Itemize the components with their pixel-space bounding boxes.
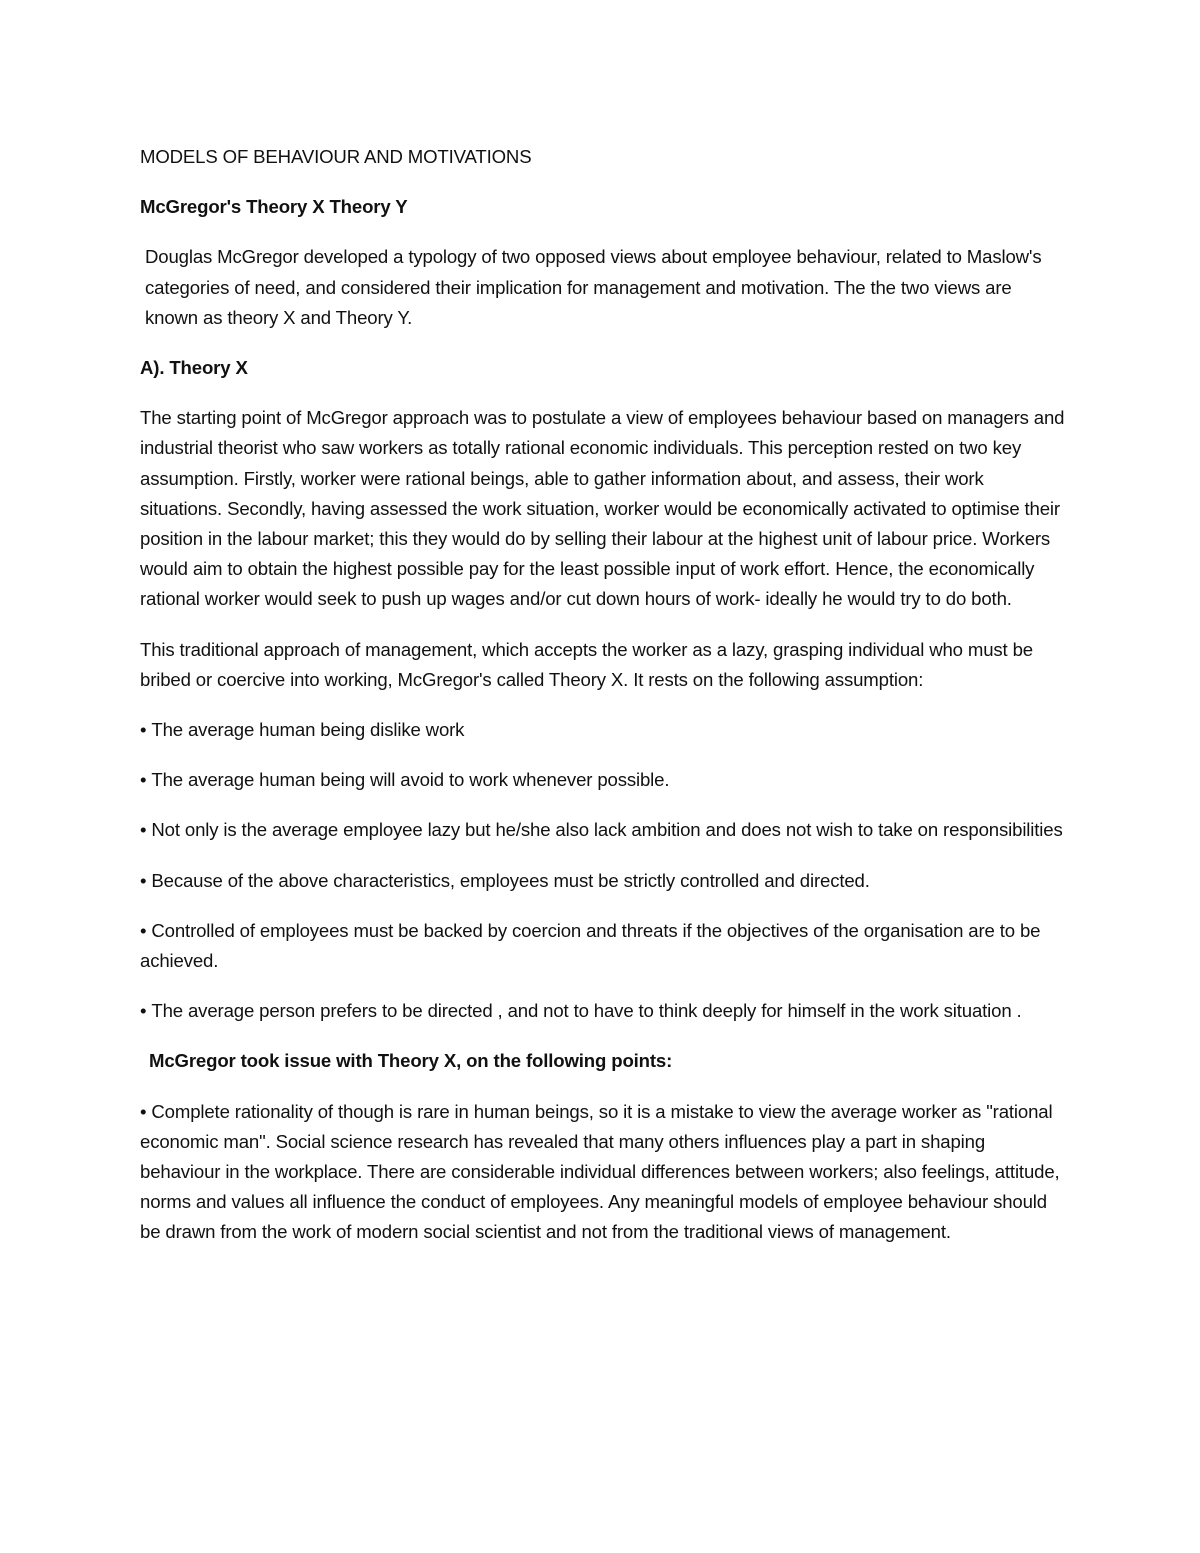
- assumption-bullet-6: • The average person prefers to be directed , and not to have to think deeply for himself in the work situation .: [140, 996, 1065, 1026]
- theory-x-paragraph-1: The starting point of McGregor approach was to postulate a view of employees behaviour based on managers and industrial theorist who saw workers as totally rational economic individuals. This perception rested on two key assumption. Firstly, worker were rational beings, able to gather information about, and assess, their work situations. Secondly, having assessed the work situation, worker would be economically activated to optimise their position in the labour market; this they would do by selling their labour at the highest unit of labour price. Workers would aim to obtain the highest possible pay for the least possible input of work effort. Hence, the economically rational worker would seek to push up wages and/or cut down hours of work- ideally he would try to do both.: [140, 407, 1065, 610]
- issue-bullet-1: • Complete rationality of though is rare in human beings, so it is a mistake to view the average worker as "rational economic man". Social science research has revealed that many others influences play a part in shaping behaviour in the workplace. There are considerable individual differences between workers; also feelings, attitude, norms and values all influence the conduct of employees. Any meaningful models of employee behaviour should be drawn from the work of modern social scientist and not from the traditional views of management.: [140, 1097, 1065, 1248]
- assumption-bullet-5: • Controlled of employees must be backed by coercion and threats if the objectives of the organisation are to be achieved.: [140, 916, 1065, 976]
- assumption-bullet-3: • Not only is the average employee lazy but he/she also lack ambition and does not wish to take on responsibilities: [140, 815, 1065, 845]
- issue-heading: McGregor took issue with Theory X, on the following points:: [149, 1050, 673, 1072]
- document-body: [140, 142, 1065, 1268]
- assumption-bullet-2: • The average human being will avoid to work whenever possible.: [140, 765, 1065, 795]
- document-subtitle: McGregor's Theory X Theory Y: [140, 196, 408, 218]
- document-title: MODELS OF BEHAVIOUR AND MOTIVATIONS: [140, 146, 532, 167]
- section-a-heading: A). Theory X: [140, 357, 248, 379]
- intro-paragraph: Douglas McGregor developed a typology of two opposed views about employee behaviour, related to Maslow's categories of need, and considered their implication for management and motivation. The the two views are known as theory X and Theory Y.: [145, 246, 1042, 328]
- theory-x-paragraph-2: This traditional approach of management, which accepts the worker as a lazy, grasping individual who must be bribed or coercive into working, McGregor's called Theory X. It rests on the following assumption:: [140, 638, 1033, 690]
- assumption-bullet-1: • The average human being dislike work: [140, 715, 1065, 745]
- assumption-bullet-4: • Because of the above characteristics, employees must be strictly controlled and directed.: [140, 866, 1065, 896]
